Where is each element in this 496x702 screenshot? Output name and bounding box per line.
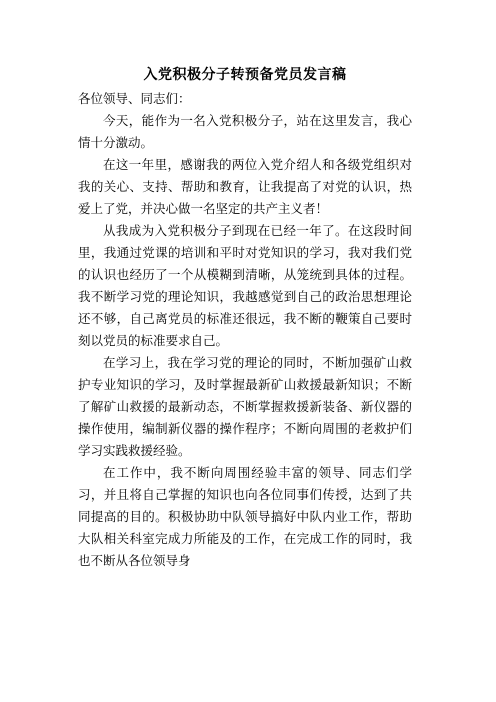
paragraph-5: 在工作中，我不断向周围经验丰富的领导、同志们学习，并且将自己掌握的知识也向各位同事们传授，达到了共同提高的目的。积极协助中队领导搞好中队内业工作，帮助大队相关科室完成力所能及的工作，在完成工作的同时，我也不断从各位领导身 bbox=[78, 465, 412, 568]
paragraph-2: 在这一年里，感谢我的两位入党介绍人和各级党组织对我的关心、支持、帮助和教育，让我提高了对党的认识，热爱上了党，并决心做一名坚定的共产主义者！ bbox=[78, 157, 412, 216]
paragraph-1: 今天，能作为一名入党积极分子，站在这里发言，我心情十分激动。 bbox=[78, 113, 412, 150]
paragraph-3: 从我成为入党积极分子到现在已经一年了。在这段时间里，我通过党课的培训和平时对党知识的学习，我对我们党的认识也经历了一个从模糊到清晰，从笼统到具体的过程。我不断学习党的理论知识，我越感觉到自己的政治思想理论还不够，自己离党员的标准还很远，我不断的鞭策自己要时刻以党员的标准要求自己。 bbox=[78, 223, 412, 348]
paragraph-4: 在学习上，我在学习党的理论的同时，不断加强矿山救护专业知识的学习，及时掌握最新矿山救援最新知识；不断了解矿山救援的最新动态，不断掌握救援新装备、新仪器的操作使用，编制新仪器的操作程序；不断向周围的老救护们学习实践救援经验。 bbox=[78, 355, 412, 458]
document-title: 入党积极分子转预备党员发言稿 bbox=[143, 67, 347, 83]
greeting: 各位领导、同志们： bbox=[78, 91, 191, 106]
